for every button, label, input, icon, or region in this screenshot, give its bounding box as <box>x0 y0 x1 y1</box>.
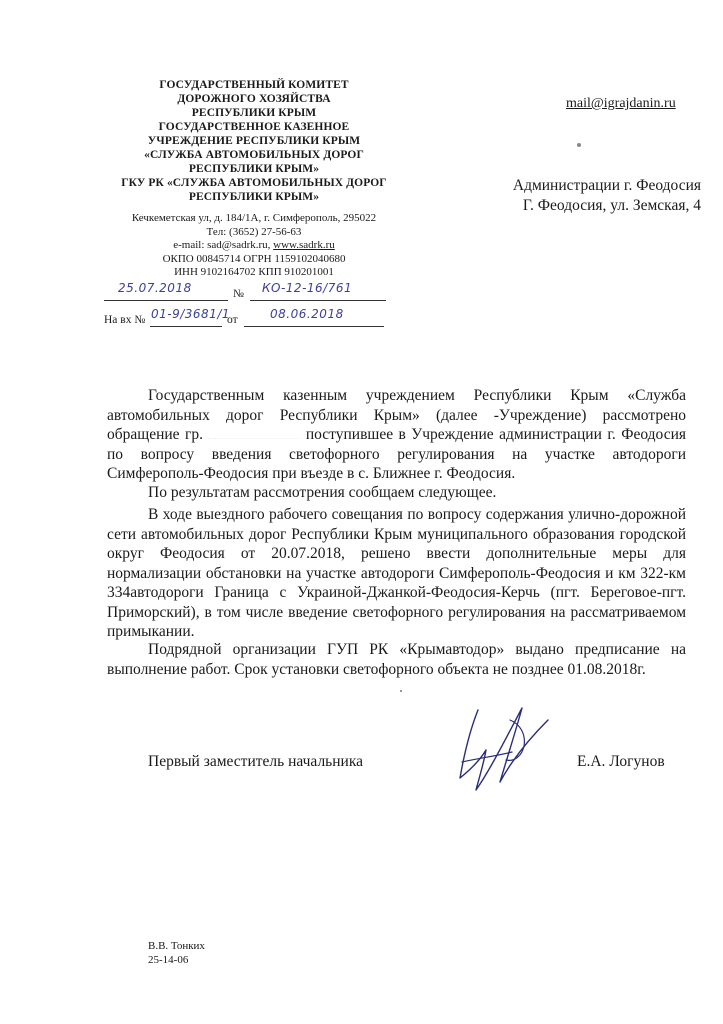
incoming-number: 01-9/3681/1 <box>151 307 230 321</box>
incoming-number-underline <box>150 326 222 327</box>
body-paragraph-2: По результатам рассмотрения сообщаем следующее. <box>148 484 497 501</box>
org-email: e-mail: sad@sadrk.ru, <box>173 239 274 251</box>
from-label: от <box>227 314 238 326</box>
org-name-line: ГОСУДАРСТВЕННЫЙ КОМИТЕТ <box>159 79 349 91</box>
incoming-date: 08.06.2018 <box>270 307 344 321</box>
org-name-line: РЕСПУБЛИКИ КРЫМ <box>191 107 317 119</box>
org-name-line: ГОСУДАРСТВЕННОЕ КАЗЕННОЕ <box>158 121 350 133</box>
incoming-date-underline <box>244 326 384 327</box>
incoming-label: На вх № <box>104 314 146 326</box>
number-label: № <box>233 288 244 300</box>
signatory-title: Первый заместитель начальника <box>148 753 364 770</box>
body-paragraph-1-end: поступившее в Учреждение администрации г. Феодосия по вопросу введения светофорного регулирования на участке автодороги Симферополь-Феодосия при въезде в с. Ближнее г. Феодосия. <box>107 426 686 482</box>
org-website-link[interactable]: www.sadrk.ru <box>273 239 335 251</box>
org-name-line: ГКУ РК «СЛУЖБА АВТОМОБИЛЬНЫХ ДОРОГ <box>121 177 387 189</box>
recipient-address: Г. Феодосия, ул. Земская, 4 <box>522 197 701 214</box>
org-codes-inn: ИНН 9102164702 КПП 910201001 <box>174 266 334 278</box>
redacted-name <box>208 428 300 439</box>
recipient-name: Администрации г. Феодосия <box>512 177 701 194</box>
org-email-line <box>96 239 412 253</box>
recipient-email-link[interactable]: mail@igrajdanin.ru <box>566 96 676 111</box>
handwritten-signature <box>450 700 560 800</box>
outgoing-date: 25.07.2018 <box>118 281 192 295</box>
org-codes-okpo: ОКПО 00845714 ОГРН 1159102040680 <box>162 252 346 265</box>
letterhead <box>96 78 412 280</box>
body-paragraph-4: Подрядной организации ГУП РК «Крымавтодор» выдано предписание на выполнение работ. Срок установки светофорного объекта не позднее 01.08.2018г. <box>107 641 686 678</box>
org-name-line: «СЛУЖБА АВТОМОБИЛЬНЫХ ДОРОГ <box>144 149 364 161</box>
executor-name: В.В. Тонких <box>148 940 205 952</box>
scan-speck <box>577 143 581 147</box>
org-address: Кечкеметская ул, д. 184/1А, г. Симферополь, 295022 <box>131 212 377 224</box>
signatory-name: Е.А. Логунов <box>577 753 665 770</box>
org-name-line: РЕСПУБЛИКИ КРЫМ» <box>188 163 320 175</box>
date-underline <box>104 300 228 301</box>
scan-speck <box>400 690 402 692</box>
number-underline <box>250 300 386 301</box>
body-paragraph-1-start: Государственным казенным учреждением Республики Крым «Служба автомобильных дорог Республики Крым» (далее -Учреждение) рассмотрено обращение гр. <box>107 387 686 443</box>
org-phone: Тел: (3652) 27-56-63 <box>206 225 302 238</box>
body-paragraph-1 <box>107 386 686 484</box>
org-name-line: УЧРЕЖДЕНИЕ РЕСПУБЛИКИ КРЫМ <box>147 135 361 147</box>
outgoing-number: КО-12-16/761 <box>262 281 353 295</box>
body-paragraph-3: В ходе выездного рабочего совещания по вопросу содержания улично-дорожной сети автомобильных дорог Республики Крым муниципального образования городской округ Феодосия от 20.07.2018, решено ввести дополнительные меры для нормализации обстановки на участке автодороги Симферополь-Феодосия и км 322-км 334автодороги Граница с Украиной-Джанкой-Феодосия-Керчь (пгт. Береговое-пгт. Приморский), в том числе введение светофорного регулирования на рассматриваемом примыкании. <box>107 506 686 640</box>
executor-phone: 25-14-06 <box>148 954 189 966</box>
org-name-line: РЕСПУБЛИКИ КРЫМ» <box>188 191 320 203</box>
org-name-line: ДОРОЖНОГО ХОЗЯЙСТВА <box>177 93 331 105</box>
